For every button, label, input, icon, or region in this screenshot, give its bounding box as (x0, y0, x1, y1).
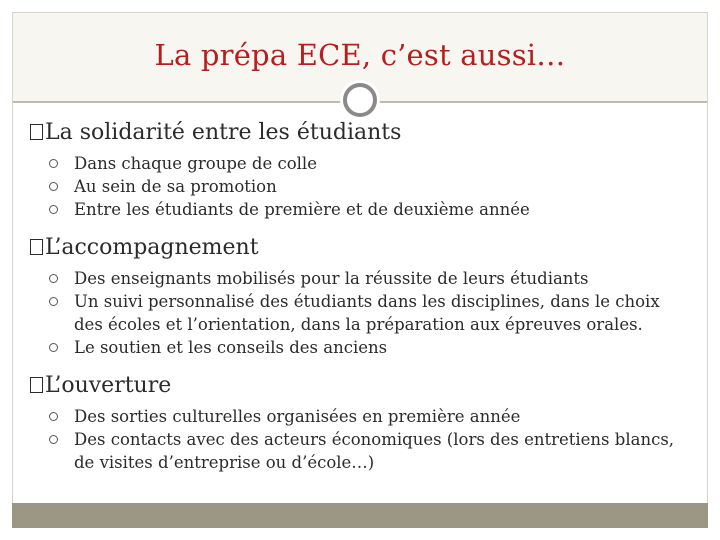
section-heading (30, 371, 690, 401)
section-accompagnement (30, 233, 690, 359)
list-item-text: Le soutien et les conseils des anciens (74, 338, 388, 357)
list-item-text: Dans chaque groupe de colle (74, 154, 317, 173)
section-items (30, 267, 690, 359)
list-item (30, 290, 690, 336)
square-box-icon (30, 239, 43, 255)
list-item (30, 405, 690, 428)
section-heading-text: L’ouverture (45, 373, 172, 398)
circle-bullet-icon (49, 297, 58, 306)
circle-bullet-icon (49, 205, 58, 214)
list-item (30, 336, 690, 359)
circle-bullet-icon (49, 435, 58, 444)
slide-content (30, 118, 690, 474)
list-item-text: Des contacts avec des acteurs économiques (lors des entretiens blancs, de visites d’entreprise ou d’école…) (74, 430, 675, 472)
circle-bullet-icon (49, 182, 58, 191)
footer-band (12, 503, 708, 528)
section-heading (30, 233, 690, 263)
section-heading (30, 118, 690, 148)
circle-bullet-icon (49, 159, 58, 168)
slide-title: La prépa ECE, c’est aussi… (154, 38, 566, 72)
list-item (30, 152, 690, 175)
list-item-text: Un suivi personnalisé des étudiants dans les disciplines, dans le choix des écoles et l’orientation, dans la préparation aux épreuves orales. (74, 292, 660, 334)
section-solidarite (30, 118, 690, 221)
list-item-text: Au sein de sa promotion (74, 177, 277, 196)
square-box-icon (30, 124, 43, 140)
ring-icon (343, 83, 377, 117)
list-item (30, 267, 690, 290)
section-heading-text: L’accompagnement (45, 235, 259, 260)
section-heading-text: La solidarité entre les étudiants (45, 120, 402, 145)
circle-bullet-icon (49, 274, 58, 283)
title-divider-left (13, 101, 341, 103)
list-item (30, 428, 690, 474)
section-items (30, 405, 690, 474)
list-item (30, 175, 690, 198)
list-item-text: Des sorties culturelles organisées en première année (74, 407, 521, 426)
square-box-icon (30, 377, 43, 393)
section-ouverture (30, 371, 690, 474)
list-item-text: Entre les étudiants de première et de deuxième année (74, 200, 530, 219)
list-item-text: Des enseignants mobilisés pour la réussite de leurs étudiants (74, 269, 589, 288)
list-item (30, 198, 690, 221)
circle-bullet-icon (49, 412, 58, 421)
circle-bullet-icon (49, 343, 58, 352)
title-divider-right (379, 101, 707, 103)
section-items (30, 152, 690, 221)
